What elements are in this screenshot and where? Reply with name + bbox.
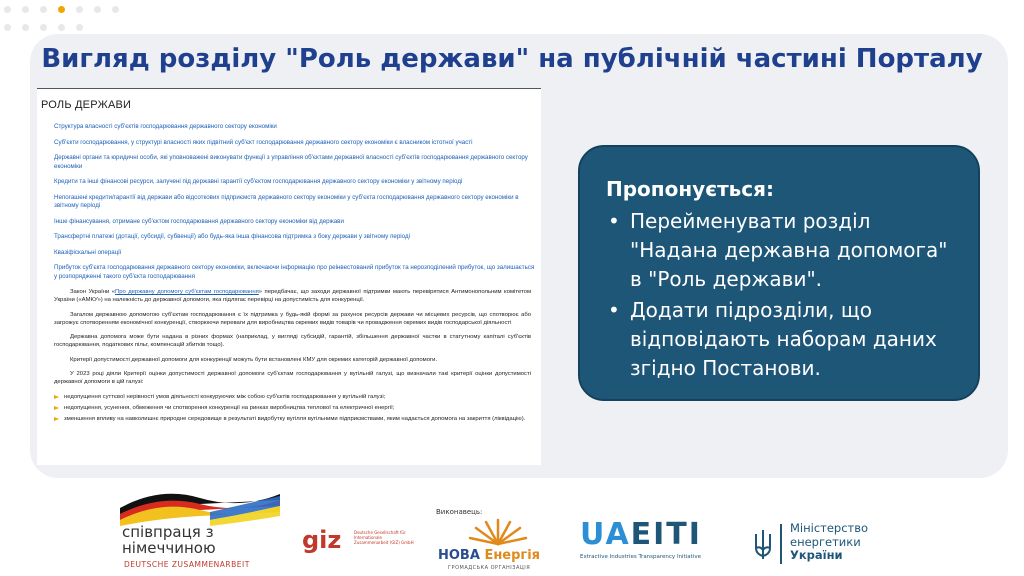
callout-heading: Пропонується:: [606, 177, 774, 201]
ministry-line2: енергетики: [790, 534, 861, 549]
coop-line3: DEUTSCHE ZUSAMMENARBEIT: [124, 560, 250, 569]
eiti-wordmark: [580, 517, 730, 552]
sunrise-icon: [466, 516, 530, 546]
giz-wordmark: giz: [302, 526, 342, 554]
section-link[interactable]: Суб'єкти господарювання, у структурі власності яких підвітний суб'єкт господарювання державного сектору економіки є власником істотної участі: [54, 138, 473, 146]
executor-label: Виконавець:: [436, 508, 483, 516]
body-paragraph: У 2023 році діяли Критерії оцінки допустимості державної допомоги суб'єктам господарювання у вугільній галузі, що визначали такі критерії оцінки допустимості державної допомоги в цій галузі:: [54, 371, 531, 386]
partner-logos: [0, 480, 1024, 576]
ministry-line1: Міністерство: [790, 521, 869, 535]
eiti-ua: UA: [580, 517, 631, 552]
body-paragraph: Державна допомога може бути надана в різних формах (наприклад, у вигляді субсидій, гарантій, збільшення державної частки в статутному капіталі суб'єктів господарювання, податкових пільг, компенсацій збитків тощо).: [54, 334, 531, 349]
section-link[interactable]: Непогашені кредити/гарантії від держави або відсоткових підприємств державного сектору економіки у суб'єкта господарювання державного сектору економіки в звітному періоді: [54, 193, 519, 209]
ministry-name: [790, 522, 868, 563]
eiti-subtitle: Extractive Industries Transparency Initiative: [580, 554, 701, 560]
callout-item: • Перейменувати розділ "Надана державна допомога" в "Роль держави".: [606, 207, 952, 294]
section-links: [54, 123, 535, 281]
nova-name: [438, 548, 540, 563]
giz-fullname: Deutsche Gesellschaft für Internationale Zusammenarbeit (GIZ) GmbH: [354, 530, 414, 545]
section-link[interactable]: Кредити та інші фінансові ресурси, залучені під державні гарантії суб'єктом господарювання державного сектору економіки у звітному періоді: [54, 178, 463, 185]
nova-part2: Енергія: [484, 548, 541, 563]
ministry-divider: [780, 524, 782, 564]
callout-item: • Додати підрозділи, що відповідають наборам даних згідно Постанови.: [606, 296, 952, 383]
nova-part1: НОВА: [438, 548, 485, 563]
proposal-callout: [578, 145, 980, 401]
criteria-bullet: недопущення суттєвої нерівності умов діяльності конкуруючих між собою суб'єктів господарювання у вугільній галузі;: [54, 393, 531, 401]
law-paragraph: [54, 288, 531, 305]
nova-energia-logo: [436, 508, 566, 574]
law-link[interactable]: Про державну допомогу суб'єктам господарювання: [114, 289, 259, 295]
para-text: Закон України «: [70, 289, 115, 295]
ministry-logo: [752, 522, 912, 572]
callout-list: [606, 207, 952, 383]
section-link[interactable]: Структура власності суб'єктів господарювання державного сектору економіки: [54, 123, 277, 130]
giz-logo: [302, 526, 414, 554]
coop-line2: німеччиною: [122, 539, 216, 557]
section-link[interactable]: Квазіфіскальні операції: [54, 248, 122, 256]
section-link[interactable]: Державні органи та юридичні особи, які уповноважені виконувати функції з управління об'єктами державної власності суб'єктів господарювання державного сектору економіки: [54, 154, 528, 170]
nova-subtitle: ГРОМАДСЬКА ОРГАНІЗАЦІЯ: [448, 565, 531, 571]
ministry-line3: України: [790, 548, 843, 562]
slide-title: Вигляд розділу "Роль держави" на публічній частині Порталу: [41, 44, 983, 74]
flag-wave-icon: [120, 486, 280, 526]
section-heading: РОЛЬ ДЕРЖАВИ: [41, 99, 132, 111]
coop-line1: співпраця з: [122, 523, 214, 541]
para-text: » передбачає, що заходи державної підтримки мають перевірятися Антимонопольним комітетом України («АМКУ») на належність до державної допомоги, яка підлягає перевірці на допустимість для конкуренції.: [54, 289, 532, 304]
section-link[interactable]: Прибуток суб'єкта господарювання державного сектору економіки, включаючи інформацію про реінвестований прибуток та нерозподілений прибуток, що залишається у розпорядженні такого суб'єкта господарювання: [54, 264, 535, 280]
portal-screenshot: [37, 88, 541, 465]
eiti-e: EITI: [630, 517, 702, 552]
criteria-bullet: недопущення, усунення, обмеження чи спотворення конкуренції на ринках виробництва теплової та електричної енергії;: [54, 404, 531, 412]
body-paragraph: Загалом державною допомогою суб'єктам господарювання є їх підтримка у будь-якій формі за рахунок ресурсів держави чи місцевих ресурсів, що спотворює або загрожує спотворенням економічної конкуренції, створюючи переваги для виробництва окремих видів товарів чи провадження окремих видів господарської діяльності: [54, 311, 531, 326]
ua-eiti-logo: [580, 517, 730, 570]
section-link[interactable]: Інше фінансування, отримане суб'єктом господарювання державного сектору економіки від держави: [54, 217, 344, 225]
body-paragraph: Критерії допустимості державної допомоги для конкуренції можуть бути встановлені КМУ для окремих категорій державної допомоги.: [70, 356, 438, 363]
criteria-bullet: зменшення впливу на навколишнє природне середовище в результаті видобутку вугілля вугільними підприємствами, яким надається допомога на закриття (ліквідацію).: [54, 415, 531, 423]
trident-icon: [752, 528, 774, 560]
german-cooperation-logo: [120, 486, 280, 572]
section-link[interactable]: Трансфертні платежі (дотації, субсидії, субвенції) або будь-яка інша фінансова підтримка з боку держави у звітному періоді: [54, 233, 410, 240]
